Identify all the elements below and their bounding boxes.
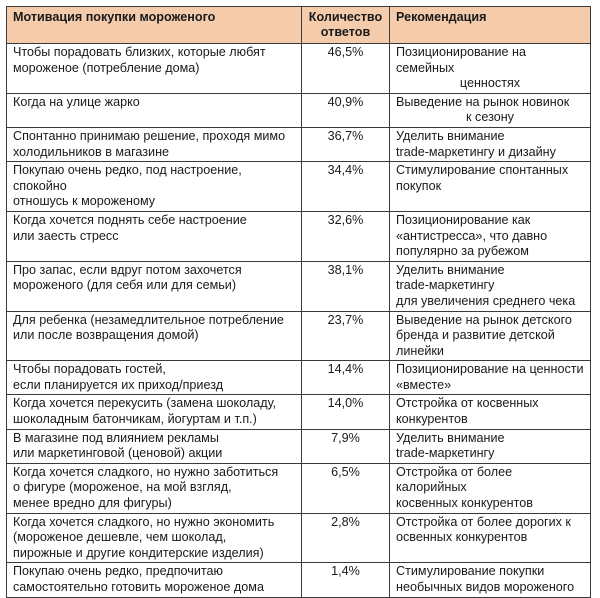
header-count: Количество ответов bbox=[302, 7, 390, 44]
motivation-text: Чтобы порадовать близких, которые любят bbox=[13, 45, 266, 59]
recommendation-cell bbox=[390, 513, 591, 563]
recommendation-cell bbox=[390, 563, 591, 597]
motivation-text: менее вредно для фигуры) bbox=[13, 496, 172, 511]
motivation-cell bbox=[7, 162, 302, 212]
motivation-text: Спонтанно принимаю решение, проходя мимо bbox=[13, 128, 286, 143]
table-body bbox=[7, 44, 591, 598]
recommendation-cell bbox=[390, 211, 591, 261]
recommendation-text: Отстройка от косвенных bbox=[396, 396, 539, 411]
motivation-text: мороженого (для себя или для семьи) bbox=[13, 278, 237, 293]
table-row bbox=[7, 162, 591, 212]
response-share-cell: 14,4% bbox=[302, 361, 390, 395]
table-row bbox=[7, 44, 591, 94]
recommendation-cell bbox=[390, 93, 591, 127]
motivation-table bbox=[6, 6, 591, 598]
motivation-text: Когда хочется сладкого, но нужно экономить bbox=[13, 514, 275, 529]
response-share-cell: 34,4% bbox=[302, 162, 390, 212]
motivation-cell bbox=[7, 395, 302, 429]
recommendation-text: Уделить внимание bbox=[396, 430, 505, 445]
motivation-cell bbox=[7, 513, 302, 563]
table-container bbox=[6, 6, 591, 598]
response-share-cell: 36,7% bbox=[302, 127, 390, 161]
recommendation-text: конкурентов bbox=[396, 412, 468, 427]
table-row bbox=[7, 127, 591, 161]
recommendation-text: trade-маркетингу bbox=[396, 278, 495, 293]
table-row bbox=[7, 563, 591, 597]
response-share-cell: 46,5% bbox=[302, 44, 390, 94]
motivation-text: В магазине под влиянием рекламы bbox=[13, 430, 219, 445]
motivation-text: или заесть стресс bbox=[13, 228, 119, 243]
motivation-cell bbox=[7, 463, 302, 513]
table-row bbox=[7, 361, 591, 395]
recommendation-text: Стимулирование спонтанных bbox=[396, 163, 569, 178]
recommendation-text: покупок bbox=[396, 178, 442, 193]
table-row bbox=[7, 211, 591, 261]
motivation-text: Чтобы порадовать гостей, bbox=[13, 362, 166, 377]
recommendation-text: Стимулирование покупки bbox=[396, 564, 545, 579]
response-share-cell: 14,0% bbox=[302, 395, 390, 429]
motivation-text: Когда хочется перекусить (замена шоколаду, bbox=[13, 396, 277, 411]
recommendation-text: ценностях bbox=[459, 76, 521, 91]
motivation-cell bbox=[7, 44, 302, 94]
motivation-text: или после возвращения домой) bbox=[13, 328, 199, 343]
motivation-cell bbox=[7, 563, 302, 597]
motivation-cell bbox=[7, 93, 302, 127]
recommendation-text: Выведение на рынок детского bbox=[396, 312, 572, 327]
motivation-text: Когда хочется поднять себе настроение bbox=[13, 212, 247, 227]
recommendation-text: Отстройка от более калорийных bbox=[396, 464, 513, 495]
motivation-text: или маркетинговой (ценовой) акции bbox=[13, 446, 223, 461]
recommendation-text: Позиционирование как bbox=[396, 212, 531, 227]
recommendation-cell bbox=[390, 463, 591, 513]
recommendation-text: «вместе» bbox=[396, 377, 452, 392]
motivation-cell bbox=[7, 311, 302, 361]
table-row bbox=[7, 261, 591, 311]
recommendation-text: Позиционирование на семейных bbox=[396, 45, 526, 75]
recommendation-text: косвенных конкурентов bbox=[396, 496, 533, 511]
motivation-text: мороженое (потребление дома) bbox=[13, 60, 200, 75]
recommendation-text: к сезону bbox=[466, 110, 514, 125]
table-row bbox=[7, 513, 591, 563]
recommendation-text: Уделить внимание bbox=[396, 128, 505, 143]
motivation-text: Покупаю очень редко, предпочитаю bbox=[13, 564, 223, 579]
response-share-cell: 6,5% bbox=[302, 463, 390, 513]
header-recommendation: Рекомендация bbox=[390, 7, 591, 44]
recommendation-cell bbox=[390, 395, 591, 429]
recommendation-cell bbox=[390, 429, 591, 463]
motivation-text: о фигуре (мороженое, на мой взгляд, bbox=[13, 480, 232, 495]
header-motivation: Мотивация покупки мороженого bbox=[7, 7, 302, 44]
response-share-cell: 32,6% bbox=[302, 211, 390, 261]
recommendation-text: «антистресса», что давно bbox=[396, 228, 548, 243]
motivation-text: (мороженое дешевле, чем шоколад, bbox=[13, 530, 227, 545]
recommendation-cell bbox=[390, 361, 591, 395]
recommendation-text: Уделить внимание bbox=[396, 262, 505, 277]
response-share-cell: 2,8% bbox=[302, 513, 390, 563]
recommendation-text: необычных видов мороженого bbox=[396, 580, 575, 594]
recommendation-cell bbox=[390, 162, 591, 212]
recommendation-text: Выведение на рынок новинок bbox=[396, 94, 570, 109]
recommendation-cell bbox=[390, 261, 591, 311]
motivation-text: если планируется их приход/приезд bbox=[13, 377, 224, 392]
motivation-text: Про запас, если вдруг потом захочется bbox=[13, 262, 242, 277]
recommendation-text: Позиционирование на ценности bbox=[396, 362, 584, 377]
table-row bbox=[7, 429, 591, 463]
recommendation-text: освенных конкурентов bbox=[396, 530, 528, 545]
response-share-cell: 7,9% bbox=[302, 429, 390, 463]
motivation-text: Покупаю очень редко, под настроение, спокойно bbox=[13, 163, 242, 193]
table-row bbox=[7, 311, 591, 361]
motivation-cell bbox=[7, 211, 302, 261]
motivation-text: самостоятельно готовить мороженое дома bbox=[13, 580, 264, 594]
table-row bbox=[7, 93, 591, 127]
table-row bbox=[7, 395, 591, 429]
recommendation-cell bbox=[390, 127, 591, 161]
recommendation-text: для увеличения среднего чека bbox=[396, 293, 576, 308]
response-share-cell: 40,9% bbox=[302, 93, 390, 127]
recommendation-text: trade-маркетингу bbox=[396, 446, 495, 461]
recommendation-cell bbox=[390, 311, 591, 361]
motivation-cell bbox=[7, 127, 302, 161]
motivation-text: Когда хочется сладкого, но нужно заботиться bbox=[13, 464, 279, 479]
recommendation-text: бренда и развитие детской bbox=[396, 328, 555, 343]
response-share-cell: 1,4% bbox=[302, 563, 390, 597]
table-row bbox=[7, 463, 591, 513]
motivation-text: Когда на улице жарко bbox=[13, 94, 140, 109]
motivation-cell bbox=[7, 361, 302, 395]
recommendation-cell bbox=[390, 44, 591, 94]
motivation-cell bbox=[7, 429, 302, 463]
motivation-text: шоколадным батончикам, йогуртам и т.п.) bbox=[13, 412, 257, 427]
motivation-text: холодильников в магазине bbox=[13, 144, 170, 159]
table-header-row bbox=[7, 7, 591, 44]
motivation-cell bbox=[7, 261, 302, 311]
recommendation-text: Отстройка от более дорогих к bbox=[396, 514, 571, 529]
motivation-text: пирожные и другие кондитерские изделия) bbox=[13, 545, 264, 560]
recommendation-text: популярно за рубежом bbox=[396, 244, 529, 259]
response-share-cell: 23,7% bbox=[302, 311, 390, 361]
motivation-text: Для ребенка (незамедлительное потребление bbox=[13, 312, 284, 327]
recommendation-text: trade-маркетингу и дизайну bbox=[396, 144, 556, 159]
recommendation-text: линейки bbox=[396, 343, 444, 358]
response-share-cell: 38,1% bbox=[302, 261, 390, 311]
motivation-text: отношусь к мороженому bbox=[13, 194, 156, 209]
